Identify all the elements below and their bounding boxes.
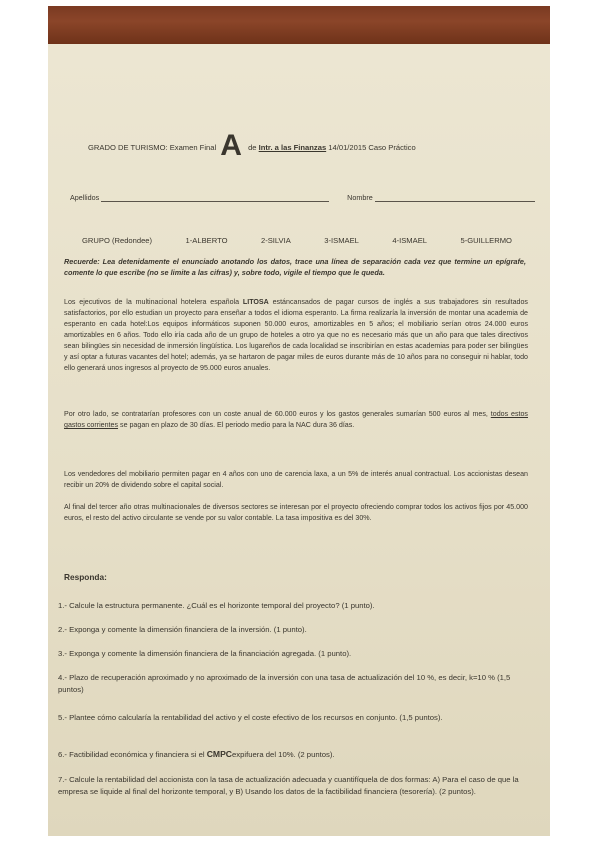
- question-6: [58, 748, 528, 761]
- question-text: expifuera del 10%. (2 puntos).: [232, 750, 335, 759]
- question-5: 5.- Plantee cómo calcularía la rentabilidad del activo y el coste efectivo de los recursos en conjunto. (1,5 puntos).: [58, 713, 443, 722]
- case-paragraph-3: Los vendedores del mobiliario permiten pagar en 4 años con uno de carencia laxa, a un 5% de interés anual contractual. Los accionistas desean recibir un 20% de dividendo sobre el capital social.: [64, 470, 528, 489]
- case-text: Los ejecutivos de la multinacional hotelera española: [64, 298, 240, 306]
- exam-header: [88, 129, 528, 162]
- question-4: 4.- Plazo de recuperación aproximado y no aproximado de la inversión con una tasa de actualización del 10 %, es decir, k=10 % (1,5 puntos): [58, 673, 511, 694]
- case-paragraph-1: [64, 297, 528, 374]
- company-name: LITOSA: [242, 298, 269, 306]
- surname-line: [101, 192, 329, 202]
- group-option: 3-ISMAEL: [324, 236, 359, 245]
- underlined-text: todos estos gastos corrientes: [64, 410, 528, 429]
- wooden-table-edge: [48, 6, 550, 44]
- question-2: 2.- Exponga y comente la dimensión financiera de la inversión. (1 punto).: [58, 625, 307, 634]
- name-label: Nombre: [347, 193, 373, 202]
- question-7: 7.- Calcule la rentabilidad del accionista con la tasa de actualización adecuada y cuantifíquela de dos formas: A) Para el caso de que la empresa se liquide al final del horizonte temporal, y B) Usando los datos de la factibilidad financiera (tesorería). (2 puntos).: [58, 775, 519, 796]
- question-3: 3.- Exponga y comente la dimensión financiera de la financiación agregada. (1 punto).: [58, 649, 352, 658]
- case-paragraph-2: [64, 409, 528, 431]
- case-paragraph-4: Al final del tercer año otras multinacionales de diversos sectores se interesan por el proyecto ofreciendo comprar todos los activos fijos por 45.000 euros, el resto del activo circulante se vende por su valor contable. La tasa impositiva es del 30%.: [64, 503, 528, 522]
- case-text: se pagan en plazo de 30 días. El periodo medio para la NAC dura 36 días.: [120, 421, 355, 429]
- group-option: 2-SILVIA: [260, 236, 291, 245]
- questions-title: Responda:: [64, 572, 107, 582]
- exam-sheet: [48, 44, 550, 836]
- case-text: Por otro lado, se contratarían profesores con un coste anual de 60.000 euros y los gastos generales sumarían 500 euros al mes,: [64, 410, 488, 418]
- header-suffix: 14/01/2015 Caso Práctico: [328, 143, 416, 152]
- header-de: de: [248, 143, 257, 152]
- surname-label: Apellidos: [70, 193, 100, 202]
- group-option: 1-ALBERTO: [185, 236, 228, 245]
- case-text: estáncansados de pagar cursos de inglés a sus trabajadores sin resultados satisfactorios, por ello estudian un proyecto para enseñar a todos el idioma esperanto. La firma realizaría la inversión de montar una academia de esperanto en cada hotel:Los equipos informáticos suponen 50.000 euros, amortizables en 5 años; el mobiliario serían otros 24.000 euros amortizables en 6 años. Todo ello iría cada año de un grupo de hoteles a otro ya que no es necesario más que un año para que tales directivos sean bilingües sin necesidad de inmersión lingüística. Los lugareños de cada localidad se inscribirían en estas academias para poder ser bilingües y así optar a futuras vacantes del hotel; además, ya se hartaron de pagar miles de euros durante más de 10 años para no conseguir ni hablar, todo ello generará unos ingresos al proyecto de 95.000 euros anuales.: [64, 298, 528, 372]
- group-option: 4-ISMAEL: [392, 236, 427, 245]
- header-prefix: GRADO DE TURISMO: Examen Final: [88, 143, 217, 152]
- group-option: 5-GUILLERMO: [460, 236, 512, 245]
- name-line: [375, 192, 535, 202]
- cmpc-term: CMPC: [206, 749, 233, 759]
- student-fields: [70, 192, 532, 202]
- subject-name: Intr. a las Finanzas: [258, 143, 327, 152]
- group-selector: [82, 236, 512, 245]
- group-label: GRUPO (Redondee): [82, 236, 153, 245]
- question-1: 1.- Calcule la estructura permanente. ¿Cuál es el horizonte temporal del proyecto? (1 punto).: [58, 601, 375, 610]
- instructions-reminder: Recuerde: Lea detenidamente el enunciado anotando los datos, trace una línea de separación cada vez que termine un epígrafe, comente lo que escribe (no se limite a las cifras) y, sobre todo, vigile el tiempo que le queda.: [64, 257, 526, 277]
- exam-version-letter: A: [220, 129, 242, 162]
- question-text: 6.- Factibilidad económica y financiera si el: [58, 750, 205, 759]
